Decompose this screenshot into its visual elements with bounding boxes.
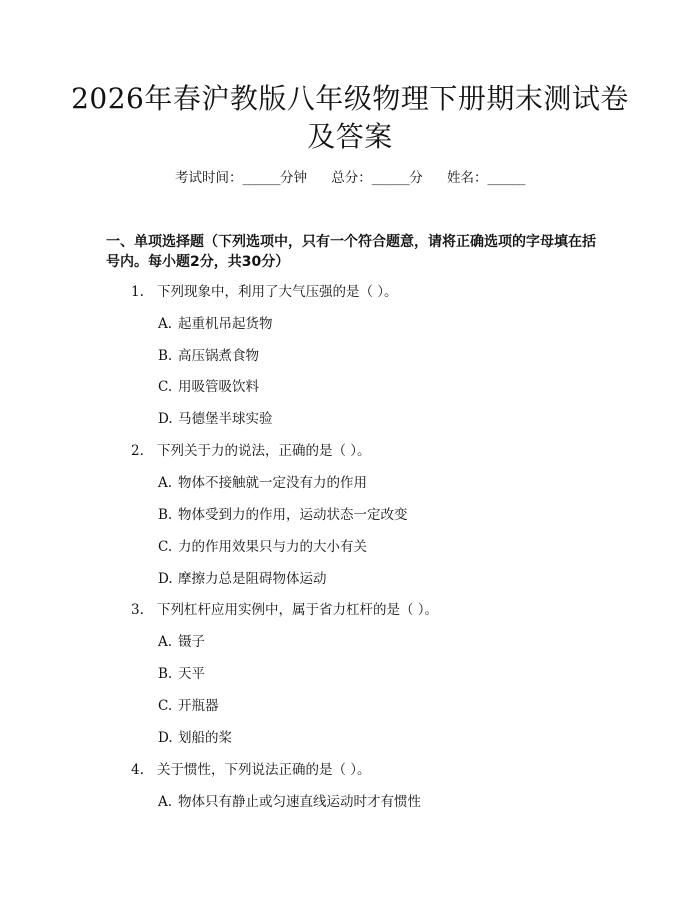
option-text: 开瓶器 <box>178 698 219 714</box>
option-letter: D. <box>158 571 173 587</box>
option-text: 物体只有静止或匀速直线运动时才有惯性 <box>178 794 421 810</box>
question-3-option-d <box>158 729 232 747</box>
question-number: 4. <box>131 762 144 778</box>
total-score-blank: ______ <box>371 170 410 186</box>
option-letter: B. <box>158 507 173 523</box>
question-3-option-c <box>158 697 219 715</box>
option-letter: A. <box>158 794 173 810</box>
option-text: 物体受到力的作用，运动状态一定改变 <box>178 507 408 523</box>
section-heading-line-1: 一、单项选择题（下列选项中，只有一个符合题意，请将正确选项的字母填在括 <box>106 234 596 250</box>
exam-info-row <box>0 169 700 187</box>
option-text: 镊子 <box>178 634 205 650</box>
question-1 <box>131 283 398 301</box>
question-1-option-c <box>158 378 259 396</box>
question-text: 下列现象中，利用了大气压强的是（ ）。 <box>157 284 398 300</box>
question-1-option-b <box>158 347 259 365</box>
option-letter: B. <box>158 348 173 364</box>
exam-time-label: 考试时间： <box>174 170 243 186</box>
exam-time-blank: ______ <box>242 170 280 186</box>
question-3-option-a <box>158 633 205 651</box>
option-letter: B. <box>158 666 173 682</box>
option-letter: C. <box>158 379 173 395</box>
exam-time-field <box>175 170 307 186</box>
option-letter: A. <box>158 316 173 332</box>
question-text: 下列杠杆应用实例中，属于省力杠杆的是（ ）。 <box>157 602 439 618</box>
title-line-2: 及答案 <box>307 120 393 153</box>
question-1-option-d <box>158 410 273 428</box>
question-text: 下列关于力的说法，正确的是（ ）。 <box>157 443 371 459</box>
exam-time-unit: 分钟 <box>279 170 307 186</box>
option-text: 物体不接触就一定没有力的作用 <box>178 475 367 491</box>
question-number: 2. <box>131 443 144 459</box>
option-letter: D. <box>158 411 173 427</box>
option-letter: A. <box>158 475 173 491</box>
option-letter: A. <box>158 634 173 650</box>
option-letter: C. <box>158 698 173 714</box>
option-text: 划船的桨 <box>178 730 232 746</box>
document-title <box>60 80 640 156</box>
option-text: 起重机吊起货物 <box>178 316 273 332</box>
section-heading-line-2: 号内。每小题2分，共30分） <box>106 254 290 270</box>
section-heading <box>106 232 606 272</box>
title-line-1: 2026年春沪教版八年级物理下册期末测试卷 <box>71 82 629 115</box>
total-score-label: 总分： <box>331 170 372 186</box>
question-3-option-b <box>158 665 205 683</box>
question-2-option-d <box>158 570 327 588</box>
question-number: 1. <box>131 284 144 300</box>
question-number: 3. <box>131 602 144 618</box>
question-2-option-a <box>158 474 367 492</box>
option-text: 高压锅煮食物 <box>178 348 259 364</box>
question-2-option-c <box>158 538 367 556</box>
option-letter: C. <box>158 539 173 555</box>
question-3 <box>131 601 438 619</box>
question-2-option-b <box>158 506 408 524</box>
question-1-option-a <box>158 315 273 333</box>
student-name-field <box>447 170 525 186</box>
student-name-label: 姓名： <box>447 170 488 186</box>
question-4 <box>131 761 371 779</box>
option-text: 用吸管吸饮料 <box>178 379 259 395</box>
option-text: 马德堡半球实验 <box>178 411 273 427</box>
question-text: 关于惯性，下列说法正确的是（ ）。 <box>157 762 371 778</box>
student-name-blank: ______ <box>487 170 526 186</box>
option-text: 摩擦力总是阻碍物体运动 <box>178 571 327 587</box>
total-score-unit: 分 <box>409 170 423 186</box>
option-text: 力的作用效果只与力的大小有关 <box>178 539 367 555</box>
option-text: 天平 <box>178 666 205 682</box>
total-score-field <box>331 170 423 186</box>
option-letter: D. <box>158 730 173 746</box>
question-4-option-a <box>158 793 421 811</box>
question-2 <box>131 442 371 460</box>
